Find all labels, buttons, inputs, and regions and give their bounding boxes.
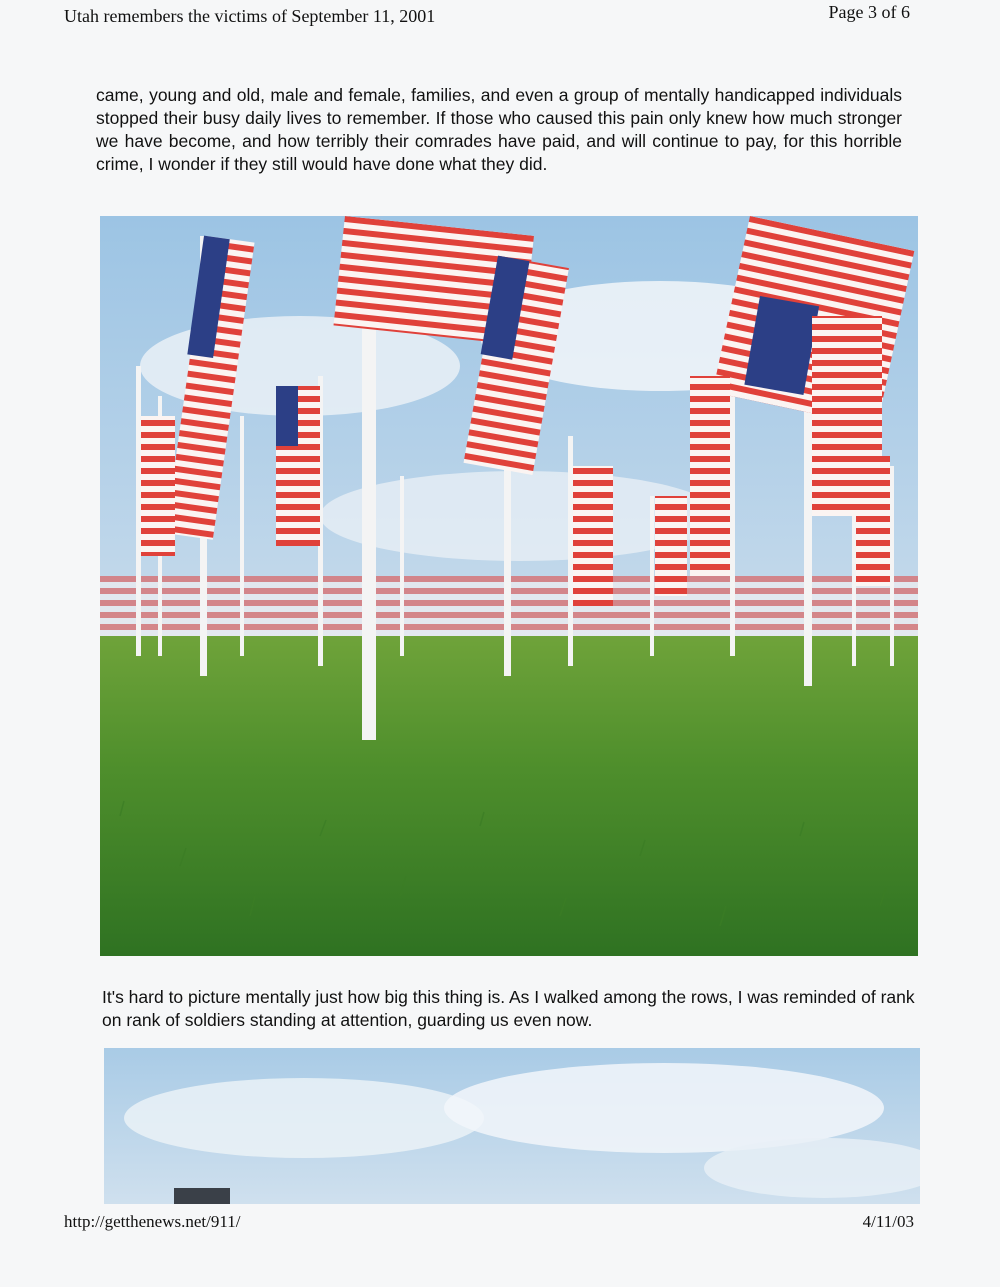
footer-date: 4/11/03 bbox=[862, 1212, 914, 1231]
flag-field-photo bbox=[100, 216, 918, 956]
sky-photo bbox=[104, 1048, 920, 1204]
page-header-title: Utah remembers the victims of September 11, 2001 bbox=[64, 6, 436, 26]
body-paragraph-1: came, young and old, male and female, families, and even a group of mentally handicapped individuals stopped their busy daily lives to remember. If those who caused this pain only knew how much stronger we have become, and how terribly their comrades have paid, and will continue to pay, for this horrible crime, I wonder if they still would have done what they did. bbox=[96, 85, 902, 174]
body-paragraph-2: It's hard to picture mentally just how big this thing is. As I walked among the rows, I was reminded of rank on rank of soldiers standing at attention, guarding us even now. bbox=[102, 987, 915, 1030]
page-number: Page 3 of 6 bbox=[828, 2, 910, 22]
footer-url: http://getthenews.net/911/ bbox=[64, 1212, 241, 1231]
